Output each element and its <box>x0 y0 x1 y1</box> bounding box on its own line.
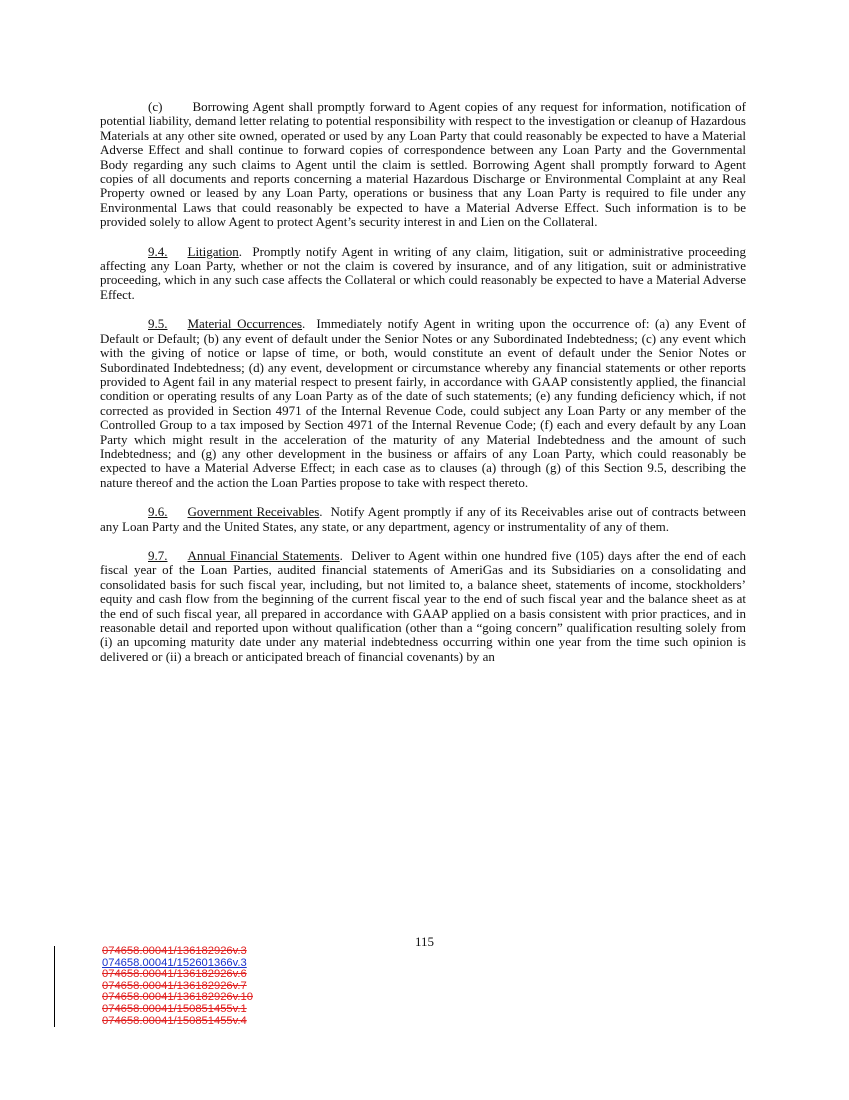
section-number: 9.7. <box>148 547 168 563</box>
paragraph-9-3-c <box>100 100 746 230</box>
document-id: 074658.00041/136182926v.10 <box>102 991 253 1004</box>
section-text: Promptly notify Agent in writing of any claim, litigation, suit or administrative proceeding affecting any Loan Party, whether or not the claim is covered by insurance, and of any litigation, suit or administrative proceeding, which in any such case affects the Collateral or which could reasonably be expected to have a Material Adverse Effect. <box>100 243 747 302</box>
document-id: 074658.00041/150851455v.1 <box>102 1002 247 1015</box>
document-id-list <box>54 946 253 1027</box>
paragraph-number: (c) <box>148 99 163 114</box>
document-id: 074658.00041/136182926v.6 <box>102 968 247 981</box>
section-title: Annual Financial Statements <box>187 547 340 563</box>
section-9-5: 9.5. Material Occurrences. Immediately notify Agent in writing upon the occurrence of: (a) any Event of Default or Default; (b) any event of default under the Senior Notes or any Subordinated Indebtedness; (c) any event which with the giving of notice or lapse of time, or both, would constitute an event of default under the Senior Notes or Subordinated Indebtedness; (d) any event, development or circumstance whereby any financial statements or other reports provided to Agent fail in any material respect to present fairly, in accordance with GAAP consistently applied, the financial condition or operating results of any Loan Party as of the date of such statements; (e) any funding deficiency which, if not corrected as provided in Section 4971 of the Internal Revenue Code, could subject any Loan Party or any member of the Controlled Group to a tax imposed by Section 4971 of the Internal Revenue Code; (f) each and every default by any Loan Party which might result in the acceleration of the maturity of any Material Indebtedness and the amount of such Indebtedness; and (g) any other development in the business or affairs of any Loan Party, which could reasonably be expected to have a Material Adverse Effect; in each case as to clauses (a) through (g) of this Section 9.5, describing the nature thereof and the action the Loan Parties propose to take with respect thereto. <box>100 316 746 490</box>
section-9-7: 9.7. Annual Financial Statements. Deliver to Agent within one hundred five (105) days after the end of each fiscal year of the Loan Parties, audited financial statements of AmeriGas and its Subsidiaries on a consolidating and consolidated basis for such fiscal year, including, but not limited to, a balance sheet, statements of income, stockholders’ equity and cash flow from the beginning of the current fiscal year to the end of such fiscal year and the balance sheet as at the end of such fiscal year, all prepared in accordance with GAAP applied on a basis consistent with prior practices, and in reasonable detail and reported upon without qualification (other than a “going concern” qualification resulting solely from (i) an upcoming maturity date under any material indebtedness occurring within one year from the time such opinion is delivered or (ii) a breach or anticipated breach of financial covenants) by an <box>100 547 746 664</box>
section-9-4: 9.4. Litigation. Promptly notify Agent in writing of any claim, litigation, suit or administrative proceeding affecting any Loan Party, whether or not the claim is covered by insurance, and of any litigation, suit or administrative proceeding, which in any such case affects the Collateral or which could reasonably be expected to have a Material Adverse Effect. <box>100 243 747 302</box>
section-9-6: 9.6. Government Receivables. Notify Agent promptly if any of its Receivables arise out of contracts between any Loan Party and the United States, any state, or any department, agency or instrumentality of any of them. <box>100 504 747 534</box>
paragraph-text: Borrowing Agent shall promptly forward to Agent copies of any request for information, notification of potential liability, demand letter relating to potential responsibility with respect to the investigation or cleanup of Hazardous Materials at any other site owned, operated or used by any Loan Party that could reasonably be expected to have a Material Adverse Effect and shall continue to forward copies of correspondence between any Loan Party and the Governmental Body regarding any such claims to Agent until the claim is settled. Borrowing Agent shall promptly forward to Agent copies of all documents and reports concerning a material Hazardous Discharge or Environmental Complaint at any Real Property owned or leased by any Loan Party, operations or business that any Loan Party is required to file under any Environmental Laws that could reasonably be expected to have a Material Adverse Effect. Such information is to be provided solely to allow Agent to protect Agent’s security interest in and Lien on the Collateral. <box>100 99 746 230</box>
page-number: 115 <box>414 934 435 949</box>
section-number: 9.4. <box>148 243 168 259</box>
document-id: 074658.00041/136182926v.3 <box>102 945 247 957</box>
section-text: Deliver to Agent within one hundred five (105) days after the end of each fiscal year of the Loan Parties, audited financial statements of AmeriGas and its Subsidiaries on a consolidating and consolidated basis for such fiscal year, including, but not limited to, a balance sheet, statements of income, stockholders’ equity and cash flow from the beginning of the current fiscal year to the end of such fiscal year and the balance sheet as at the end of such fiscal year, all prepared in accordance with GAAP applied on a basis consistent with prior practices, and in reasonable detail and reported upon without qualification (other than a “going concern” qualification resulting solely from (i) an upcoming maturity date under any material indebtedness occurring within one year from the time such opinion is delivered or (ii) a breach or anticipated breach of financial covenants) by an <box>100 547 746 664</box>
section-title: Material Occurrences <box>187 316 303 332</box>
section-title: Litigation <box>187 243 239 259</box>
section-number: 9.5. <box>148 316 168 332</box>
section-text: Immediately notify Agent in writing upon the occurrence of: (a) any Event of Default or Default; (b) any event of default under the Senior Notes or any Subordinated Indebtedness; (c) any event which with the giving of notice or lapse of time, or both, would constitute an event of default under the Senior Notes or Subordinated Indebtedness; (d) any event, development or circumstance whereby any financial statements or other reports provided to Agent fail in any material respect to present fairly, in accordance with GAAP consistently applied, the financial condition or operating results of any Loan Party as of the date of such statements; (e) any funding deficiency which, if not corrected as provided in Section 4971 of the Internal Revenue Code, could subject any Loan Party or any member of the Controlled Group to a tax imposed by Section 4971 of the Internal Revenue Code; (f) each and every default by any Loan Party which might result in the acceleration of the maturity of any Material Indebtedness and the amount of such Indebtedness; and (g) any other development in the business or affairs of any Loan Party, which could reasonably be expected to have a Material Adverse Effect; in each case as to clauses (a) through (g) of this Section 9.5, describing the nature thereof and the action the Loan Parties propose to take with respect thereto. <box>100 316 746 490</box>
document-id: 074658.00041/150851455v.4 <box>102 1014 247 1027</box>
document-id: 074658.00041/136182926v.7 <box>102 979 247 992</box>
section-text: Notify Agent promptly if any of its Receivables arise out of contracts between any Loan Party and the United States, any state, or any department, agency or instrumentality of any of them. <box>100 504 747 534</box>
section-number: 9.6. <box>148 504 168 520</box>
document-body <box>100 100 746 679</box>
document-id: 074658.00041/152601366v.3 <box>102 956 247 969</box>
section-title: Government Receivables <box>187 504 320 520</box>
